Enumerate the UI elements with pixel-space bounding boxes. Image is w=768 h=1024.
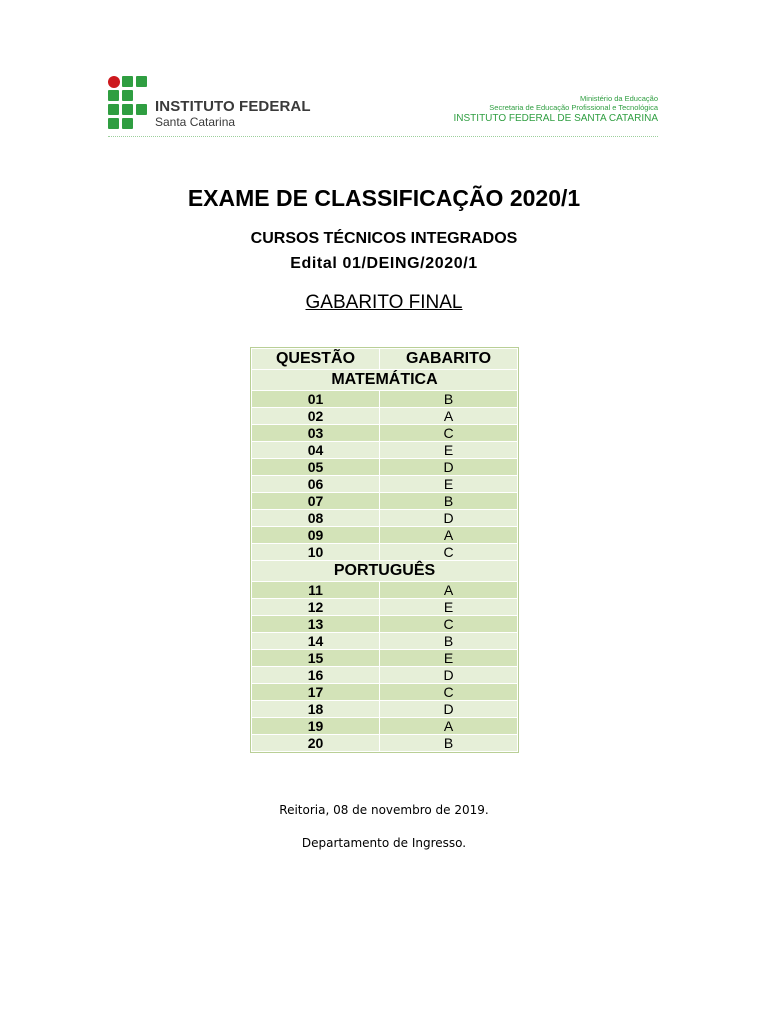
question-number: 06 xyxy=(252,476,380,493)
question-number: 15 xyxy=(252,650,380,667)
question-number: 16 xyxy=(252,667,380,684)
table-row xyxy=(252,459,518,476)
question-number: 13 xyxy=(252,616,380,633)
question-number: 09 xyxy=(252,527,380,544)
date-line: Reitoria, 08 de novembro de 2019. xyxy=(279,803,489,817)
answer-letter: A xyxy=(380,527,518,544)
question-number: 14 xyxy=(252,633,380,650)
question-number: 08 xyxy=(252,510,380,527)
table-row xyxy=(252,425,518,442)
question-number: 03 xyxy=(252,425,380,442)
table-row xyxy=(252,582,518,599)
answer-letter: C xyxy=(380,544,518,561)
table-row xyxy=(252,735,518,752)
question-number: 12 xyxy=(252,599,380,616)
table-row xyxy=(252,544,518,561)
table-row xyxy=(252,667,518,684)
answer-letter: E xyxy=(380,599,518,616)
question-number: 05 xyxy=(252,459,380,476)
answer-letter: D xyxy=(380,667,518,684)
brand-subtitle: Santa Catarina xyxy=(155,115,236,129)
answer-letter: D xyxy=(380,701,518,718)
section-name: MATEMÁTICA xyxy=(252,370,518,391)
column-header-question: QUESTÃO xyxy=(252,349,380,370)
answer-letter: E xyxy=(380,442,518,459)
answer-letter: B xyxy=(380,735,518,752)
answer-letter: E xyxy=(380,650,518,667)
answer-letter: D xyxy=(380,510,518,527)
department-signature: Departamento de Ingresso. xyxy=(301,836,467,850)
table-row xyxy=(252,701,518,718)
table-row xyxy=(252,527,518,544)
question-number: 02 xyxy=(252,408,380,425)
ministry-block xyxy=(454,94,658,125)
section-name: PORTUGUÊS xyxy=(252,561,518,582)
table-row xyxy=(252,718,518,735)
answer-key-heading-text: GABARITO FINAL xyxy=(305,292,463,313)
answer-key-heading xyxy=(0,292,768,314)
answer-letter: A xyxy=(380,718,518,735)
brand-name: INSTITUTO FEDERAL xyxy=(155,98,311,115)
table-row xyxy=(252,684,518,701)
table-row xyxy=(252,650,518,667)
answer-letter: C xyxy=(380,684,518,701)
section-row xyxy=(252,561,518,582)
ministry-line-2: Secretaria de Educação Profissional e Tecnológica xyxy=(489,103,658,112)
answer-letter: B xyxy=(380,493,518,510)
answer-letter: E xyxy=(380,476,518,493)
ministry-line-3: INSTITUTO FEDERAL DE SANTA CATARINA xyxy=(453,113,658,124)
table-header-row xyxy=(252,349,518,370)
question-number: 19 xyxy=(252,718,380,735)
table-row xyxy=(252,493,518,510)
answer-letter: C xyxy=(380,425,518,442)
document-subtitle: CURSOS TÉCNICOS INTEGRADOS xyxy=(250,230,518,247)
table-row xyxy=(252,391,518,408)
table-row xyxy=(252,408,518,425)
column-header-answer: GABARITO xyxy=(380,349,518,370)
question-number: 11 xyxy=(252,582,380,599)
answer-letter: A xyxy=(380,582,518,599)
answer-letter: A xyxy=(380,408,518,425)
table-row xyxy=(252,599,518,616)
ministry-line-1: Ministério da Educação xyxy=(580,94,658,103)
letterhead xyxy=(108,74,658,134)
table-row xyxy=(252,442,518,459)
question-number: 07 xyxy=(252,493,380,510)
question-number: 10 xyxy=(252,544,380,561)
table-row xyxy=(252,510,518,527)
answer-letter: B xyxy=(380,391,518,408)
question-number: 04 xyxy=(252,442,380,459)
section-row xyxy=(252,370,518,391)
answer-letter: D xyxy=(380,459,518,476)
answer-letter: C xyxy=(380,616,518,633)
table-row xyxy=(252,476,518,493)
question-number: 17 xyxy=(252,684,380,701)
question-number: 18 xyxy=(252,701,380,718)
institute-logo-icon xyxy=(108,76,148,126)
question-number: 20 xyxy=(252,735,380,752)
edital-reference: Edital 01/DEING/2020/1 xyxy=(290,255,478,272)
header-divider xyxy=(108,136,658,137)
answer-key-table xyxy=(251,348,518,752)
table-row xyxy=(252,633,518,650)
answer-letter: B xyxy=(380,633,518,650)
table-row xyxy=(252,616,518,633)
document-title: EXAME DE CLASSIFICAÇÃO 2020/1 xyxy=(187,185,581,211)
question-number: 01 xyxy=(252,391,380,408)
